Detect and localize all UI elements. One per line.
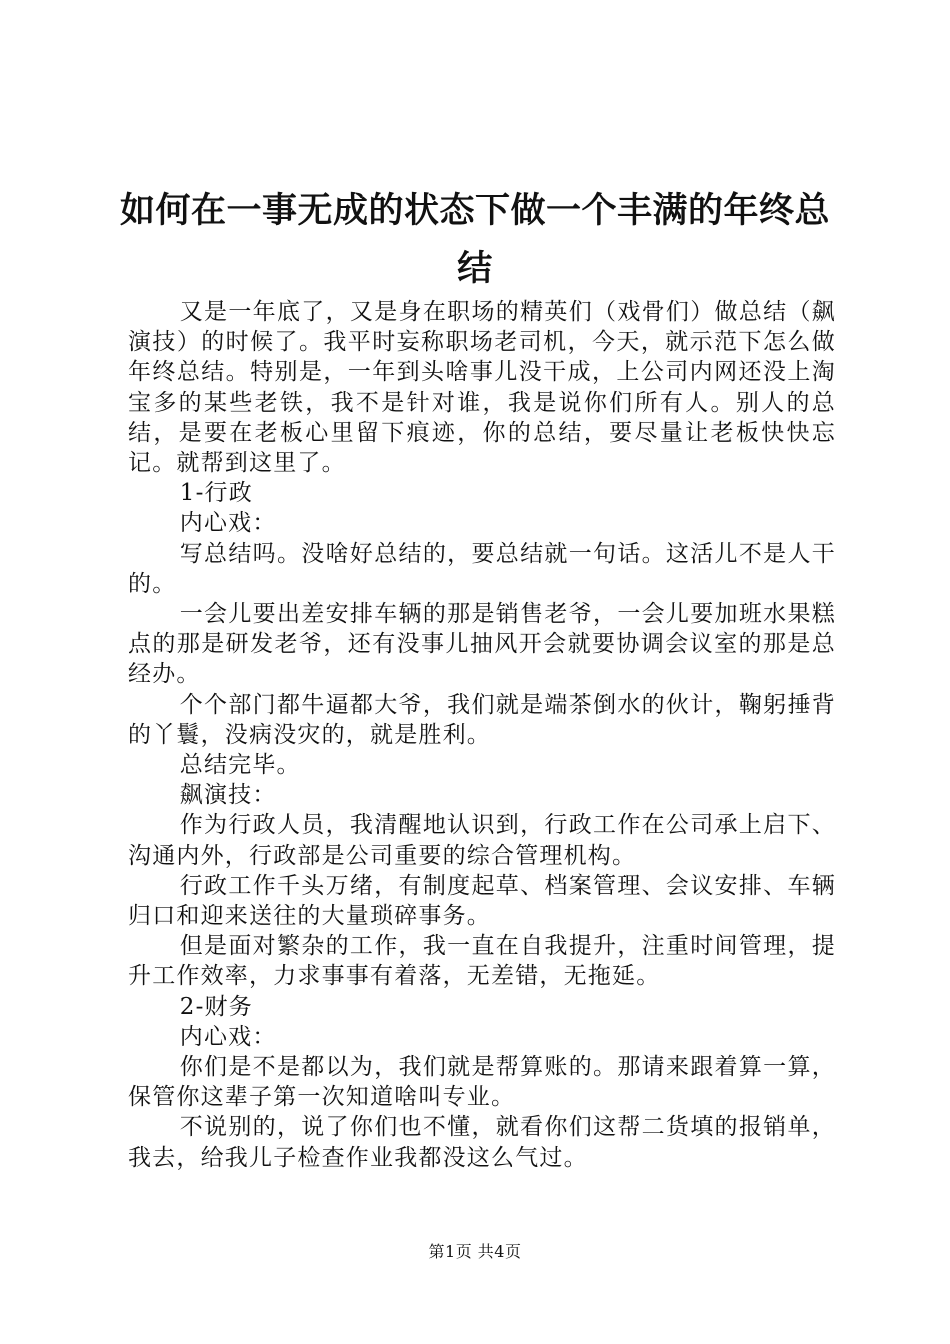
paragraph: 个个部门都牛逼都大爷，我们就是端茶倒水的伙计，鞠躬捶背的丫鬟，没病没灾的，就是胜利。	[128, 691, 836, 748]
paragraph: 一会儿要出差安排车辆的那是销售老爷，一会儿要加班水果糕点的那是研发老爷，还有没事儿抽风开会就要协调会议室的那是总经办。	[128, 601, 836, 688]
document-body	[128, 297, 836, 1173]
subheading-acting: 飙演技：	[179, 782, 277, 809]
document-title: 如何在一事无成的状态下做一个丰满的年终总结	[120, 191, 831, 289]
section-heading-admin: 1-行政	[179, 480, 253, 507]
paragraph: 但是面对繁杂的工作，我一直在自我提升，注重时间管理，提升工作效率，力求事事有着落，无差错，无拖延。	[128, 933, 836, 990]
page-number-footer: 第1页 共4页	[428, 1242, 522, 1261]
paragraph: 不说别的，说了你们也不懂，就看你们这帮二货填的报销单，我去，给我儿子检查作业我都没这么气过。	[128, 1114, 836, 1171]
paragraph: 作为行政人员，我清醒地认识到，行政工作在公司承上启下、沟通内外，行政部是公司重要的综合管理机构。	[128, 812, 836, 869]
subheading-inner-thoughts: 内心戏：	[179, 1023, 277, 1050]
paragraph-intro: 又是一年底了，又是身在职场的精英们（戏骨们）做总结（飙演技）的时候了。我平时妄称职场老司机，今天，就示范下怎么做年终总结。特别是，一年到头啥事儿没干成，上公司内网还没上淘宝多的某些老铁，我不是针对谁，我是说你们所有人。别人的总结，是要在老板心里留下痕迹，你的总结，要尽量让老板快快忘记。就帮到这里了。	[128, 299, 836, 477]
paragraph: 行政工作千头万绪，有制度起草、档案管理、会议安排、车辆归口和迎来送往的大量琐碎事务。	[128, 872, 836, 930]
paragraph: 写总结吗。没啥好总结的，要总结就一句话。这活儿不是人干的。	[128, 540, 836, 597]
subheading-inner-thoughts: 内心戏：	[179, 510, 277, 537]
section-heading-finance: 2-财务	[179, 993, 253, 1020]
paragraph: 你们是不是都以为，我们就是帮算账的。那请来跟着算一算，保管你这辈子第一次知道啥叫专业。	[128, 1054, 836, 1111]
paragraph: 总结完毕。	[179, 752, 301, 779]
